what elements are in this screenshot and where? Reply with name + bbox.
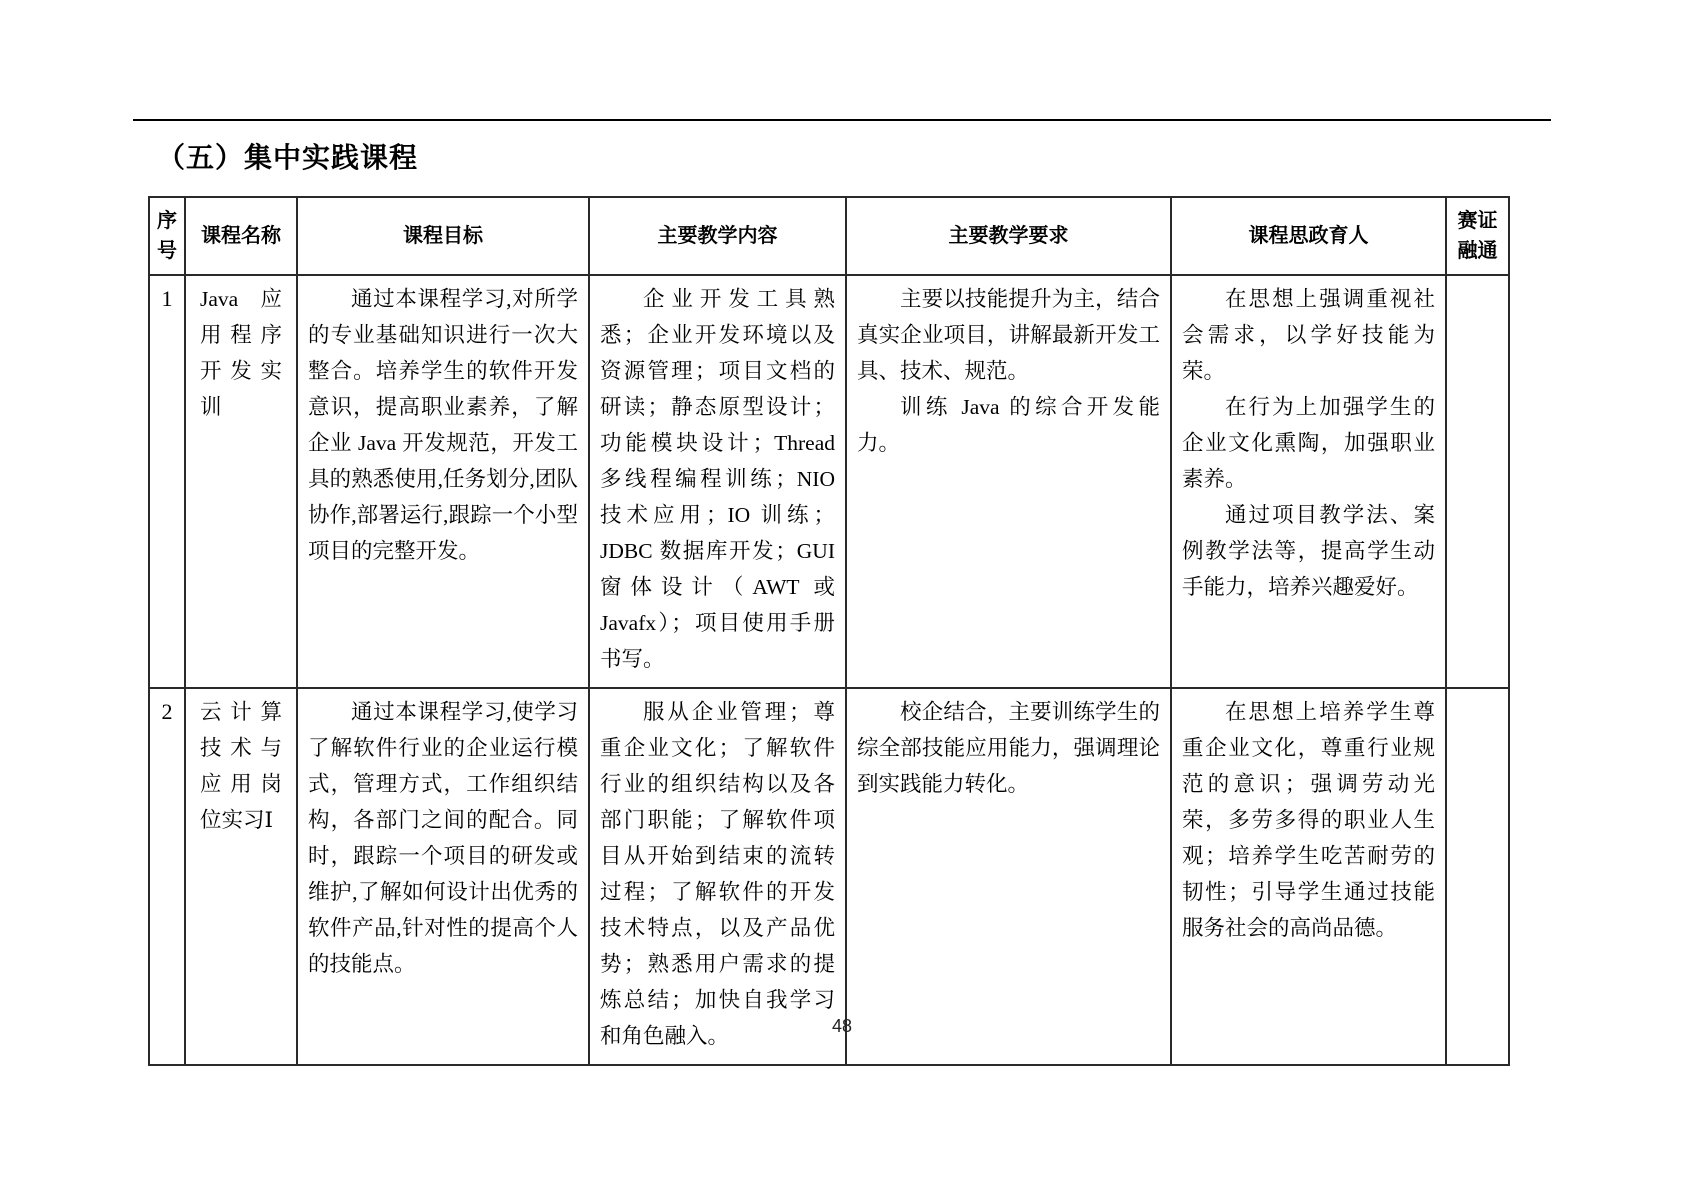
- integration-cell: [1446, 275, 1509, 688]
- paragraph: 校企结合，主要训练学生的综全部技能应用能力，强调理论到实践能力转化。: [857, 700, 1160, 796]
- teaching-content-cell: 服从企业管理；尊重企业文化；了解软件行业的组织结构以及各部门职能；了解软件项目从开始到结束的流转过程；了解软件的开发技术特点，以及产品优势；熟悉用户需求的提炼总结；加快自我学习和角色融入。: [589, 688, 846, 1065]
- column-header-teaching-requirements: 主要教学要求: [846, 197, 1171, 275]
- header-rule: [133, 119, 1551, 121]
- column-header-integration: 赛证融通: [1446, 197, 1509, 275]
- course-objective-cell: 通过本课程学习,对所学的专业基础知识进行一次大整合。培养学生的软件开发意识，提高职业素养，了解企业 Java 开发规范，开发工具的熟悉使用,任务划分,团队协作,部署运行,跟踪一个小型项目的完整开发。: [297, 275, 589, 688]
- row-number-cell: 1: [149, 275, 185, 688]
- teaching-content-cell: 企业开发工具熟悉；企业开发环境以及资源管理；项目文档的研读；静态原型设计；功能模块设计；Thread 多线程编程训练；NIO 技术应用；IO 训练；JDBC 数据库开发；GUI 窗体设计（AWT 或 Javafx）；项目使用手册书写。: [589, 275, 846, 688]
- paragraph: 通过项目教学法、案例教学法等，提高学生动手能力，培养兴趣爱好。: [1182, 503, 1435, 599]
- row-number-cell: 2: [149, 688, 185, 1065]
- course-name-cell: 云计算技术与应用岗位实习Ⅰ: [185, 688, 297, 1065]
- teaching-requirements-cell: [846, 688, 1171, 1065]
- table-row: [149, 275, 1509, 688]
- column-header-ideology: 课程思政育人: [1171, 197, 1446, 275]
- paragraph: 在思想上培养学生尊重企业文化，尊重行业规范的意识；强调劳动光荣，多劳多得的职业人生观；培养学生吃苦耐劳的韧性；引导学生通过技能服务社会的高尚品德。: [1182, 700, 1435, 940]
- page-title: （五）集中实践课程: [157, 143, 419, 174]
- paragraph: 训练 Java 的综合开发能力。: [857, 395, 1160, 455]
- teaching-requirements-cell: [846, 275, 1171, 688]
- column-header-no: 序号: [149, 197, 185, 275]
- courses-table: [148, 196, 1510, 1066]
- page-number: 48: [831, 1016, 853, 1036]
- column-header-course-name: 课程名称: [185, 197, 297, 275]
- ideology-education-cell: [1171, 688, 1446, 1065]
- course-objective-cell: 通过本课程学习,使学习了解软件行业的企业运行模式，管理方式，工作组织结构，各部门之间的配合。同时，跟踪一个项目的研发或维护,了解如何设计出优秀的软件产品,针对性的提高个人的技能点。: [297, 688, 589, 1065]
- table-header-row: [149, 197, 1509, 275]
- paragraph: 在思想上强调重视社会需求，以学好技能为荣。: [1182, 287, 1435, 383]
- table-row: [149, 688, 1509, 1065]
- column-header-teaching-content: 主要教学内容: [589, 197, 846, 275]
- paragraph: 主要以技能提升为主，结合真实企业项目，讲解最新开发工具、技术、规范。: [857, 287, 1160, 383]
- ideology-education-cell: [1171, 275, 1446, 688]
- column-header-objective: 课程目标: [297, 197, 589, 275]
- integration-cell: [1446, 688, 1509, 1065]
- course-name-cell: Java 应用程序开发实训: [185, 275, 297, 688]
- paragraph: 在行为上加强学生的企业文化熏陶，加强职业素养。: [1182, 395, 1435, 491]
